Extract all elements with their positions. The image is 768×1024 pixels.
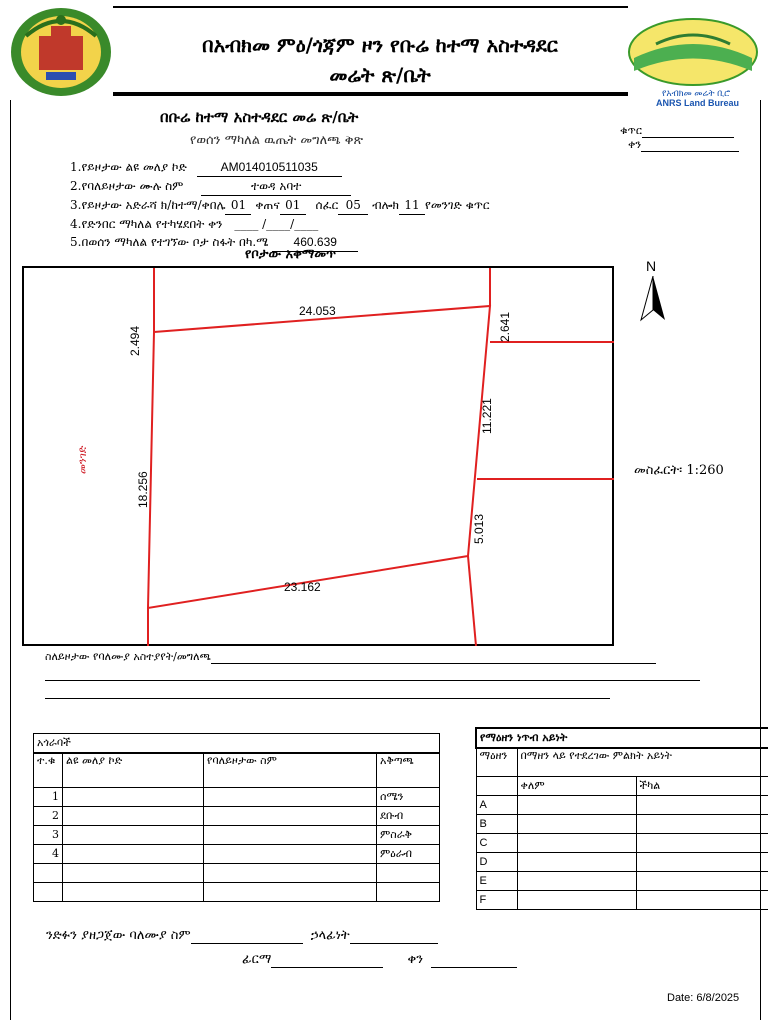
peg-cell[interactable]	[636, 852, 768, 871]
right-logo-text2: ANRS Land Bureau	[656, 98, 740, 108]
markers-col-type: በማዘን ላይ የተደረገው ምልክት አይነት	[517, 748, 768, 776]
parcel-code-label: 1.የይዞታው ልዩ መለያ ኮድ	[70, 160, 187, 174]
markers-sub-paint: ቀለም	[517, 776, 636, 795]
row-direction: ደቡብ	[377, 806, 440, 825]
dim-top: 24.053	[299, 304, 336, 318]
location-title: የቦታው አቀማመጥ	[245, 247, 337, 262]
dim-left-top: 2.494	[128, 325, 142, 356]
approver-label: ኃላፊነት	[310, 928, 350, 943]
demarcation-date-row	[70, 215, 670, 233]
demarcation-date-value: ____ /____/____	[234, 217, 319, 231]
corner-id: C	[476, 833, 517, 852]
row-no	[34, 863, 63, 882]
number-label: ቁጥር	[620, 124, 642, 137]
kebele-value: 01	[225, 196, 251, 215]
date-label: ቀን	[628, 138, 642, 151]
address-row	[70, 196, 670, 215]
form-subtitle: የወሰን ማካለል ዉጤት መግለጫ ቅጽ	[190, 133, 364, 148]
signature-label: ፊርማ	[242, 952, 272, 967]
row-code[interactable]	[63, 882, 204, 901]
row-owner[interactable]	[204, 825, 377, 844]
row-code[interactable]	[63, 787, 204, 806]
table-row	[34, 806, 440, 825]
area-value: 460.639	[272, 233, 358, 252]
row-no	[34, 882, 63, 901]
north-arrow-icon	[639, 276, 667, 326]
markers-sub-empty	[476, 776, 517, 795]
remarks-line-1[interactable]	[45, 680, 700, 681]
parcel-code-value: AM014010511035	[197, 158, 342, 177]
header-code: ልዩ መለያ ኮድ	[63, 753, 204, 787]
date-field[interactable]	[628, 138, 739, 152]
table-row	[34, 787, 440, 806]
office-name: በቡሬ ከተማ አስተዳደር መሬ ጽ/ቤት	[160, 108, 359, 126]
ketena-value: 01	[280, 196, 306, 215]
row-no: 4	[34, 844, 63, 863]
table-row	[476, 833, 768, 852]
row-code[interactable]	[63, 825, 204, 844]
signature-date-field[interactable]	[431, 952, 517, 968]
dim-right-bottom: 5.013	[472, 513, 486, 544]
amhara-region-logo	[6, 6, 116, 98]
corner-markers-table	[475, 727, 768, 910]
table-row	[34, 863, 440, 882]
table-row	[34, 825, 440, 844]
header-no: ተ.ቁ	[34, 753, 63, 787]
header-title-line1: በአብክመ ምዕ/ጎጃም ዞን የቡሬ ከተማ አስተዳደር	[202, 33, 558, 57]
prepared-by-row	[46, 928, 438, 944]
table-row	[476, 814, 768, 833]
header-title-line2: መሬት ጽ/ቤት	[329, 63, 431, 87]
row-direction	[377, 882, 440, 901]
area-row	[70, 233, 670, 252]
road-number-label: የመንገድ ቁጥር	[424, 198, 490, 212]
markers-sub-peg: ችካል	[636, 776, 768, 795]
table-row	[34, 844, 440, 863]
row-code[interactable]	[63, 844, 204, 863]
row-direction: ምዕራብ	[377, 844, 440, 863]
row-code[interactable]	[63, 806, 204, 825]
paint-cell[interactable]	[517, 795, 636, 814]
row-direction: ምስራቅ	[377, 825, 440, 844]
table-row	[476, 871, 768, 890]
prepared-by-field[interactable]	[191, 928, 303, 944]
row-owner[interactable]	[204, 863, 377, 882]
row-direction: ሰሜን	[377, 787, 440, 806]
table-row	[476, 795, 768, 814]
row-no: 1	[34, 787, 63, 806]
ketena-label: ቀጠና	[255, 198, 280, 212]
row-owner[interactable]	[204, 882, 377, 901]
paint-cell[interactable]	[517, 852, 636, 871]
remarks-line-2[interactable]	[45, 698, 610, 699]
paint-cell[interactable]	[517, 814, 636, 833]
table-row	[476, 852, 768, 871]
corner-id: B	[476, 814, 517, 833]
map-scale: መስፈርት፡ 1:260	[634, 463, 724, 478]
area-label: 5.በወሰን ማካለል የተገኘው ቦታ ስፋት በካ.ሜ	[70, 235, 269, 249]
table-row	[476, 890, 768, 909]
remarks-section	[45, 650, 705, 664]
signature-row	[242, 952, 517, 968]
address-label: 3.የይዞታው አድራሻ ክ/ከተማ/ቀበሌ	[70, 198, 226, 212]
approver-field[interactable]	[350, 928, 438, 944]
header-owner: የባለይዞታው ስም	[204, 753, 377, 787]
sefer-value: 05	[338, 196, 368, 215]
north-label: N	[646, 258, 657, 274]
peg-cell[interactable]	[636, 795, 768, 814]
sefer-label: ሰፈር	[315, 198, 339, 212]
table-row	[34, 882, 440, 901]
row-owner[interactable]	[204, 806, 377, 825]
paint-cell[interactable]	[517, 890, 636, 909]
remarks-label: ስለይዞታው የባለሙያ አስተያየት/መግለጫ	[45, 650, 211, 663]
peg-cell[interactable]	[636, 814, 768, 833]
peg-cell[interactable]	[636, 890, 768, 909]
markers-title: የማዕዘን ነጥብ አይነት	[476, 728, 768, 748]
dim-left: 18.256	[136, 471, 150, 508]
block-value: 11	[399, 196, 425, 215]
corner-id: A	[476, 795, 517, 814]
paint-cell[interactable]	[517, 871, 636, 890]
road-label: መንገድ	[76, 445, 89, 474]
row-no: 2	[34, 806, 63, 825]
row-owner[interactable]	[204, 844, 377, 863]
demarcation-date-label: 4.የድንበር ማካለል የተካሄደበት ቀን	[70, 217, 223, 231]
print-date: Date: 6/8/2025	[667, 992, 740, 1004]
dim-right-mid: 11.221	[480, 398, 494, 434]
parcel-code-row	[70, 158, 670, 177]
row-direction	[377, 863, 440, 882]
neighbors-title: አጎራባች	[34, 734, 440, 754]
neighbors-table	[33, 733, 440, 902]
parcel-map	[22, 266, 614, 646]
peg-cell[interactable]	[636, 871, 768, 890]
land-bureau-logo	[626, 16, 760, 108]
header-direction: አቅጣጫ	[377, 753, 440, 787]
right-boundary-bottom	[468, 556, 476, 646]
peg-cell[interactable]	[636, 833, 768, 852]
owner-name-label: 2.የባለይዞታው ሙሉ ስም	[70, 179, 184, 193]
corner-id: D	[476, 852, 517, 871]
paint-cell[interactable]	[517, 833, 636, 852]
row-code[interactable]	[63, 863, 204, 882]
block-label: ብሎክ	[372, 198, 399, 212]
row-owner[interactable]	[204, 787, 377, 806]
number-field[interactable]	[620, 124, 734, 138]
corner-id: F	[476, 890, 517, 909]
signature-date-label: ቀን	[407, 952, 424, 967]
dim-bottom: 23.162	[284, 580, 321, 594]
owner-name-row	[70, 177, 670, 196]
parcel-boundary	[148, 306, 490, 608]
prepared-by-label: ንድፉን ያዘጋጀው ባለሙያ ስም	[46, 928, 191, 943]
row-no: 3	[34, 825, 63, 844]
corner-id: E	[476, 871, 517, 890]
dim-right-top: 2.641	[498, 311, 512, 342]
signature-field[interactable]	[271, 952, 383, 968]
owner-name-value: ተወዳ አባተ	[201, 177, 351, 196]
right-logo-text1: የአብክመ መሬት ቢሮ	[662, 88, 731, 98]
markers-col-corner: ማዕዘን	[476, 748, 517, 776]
